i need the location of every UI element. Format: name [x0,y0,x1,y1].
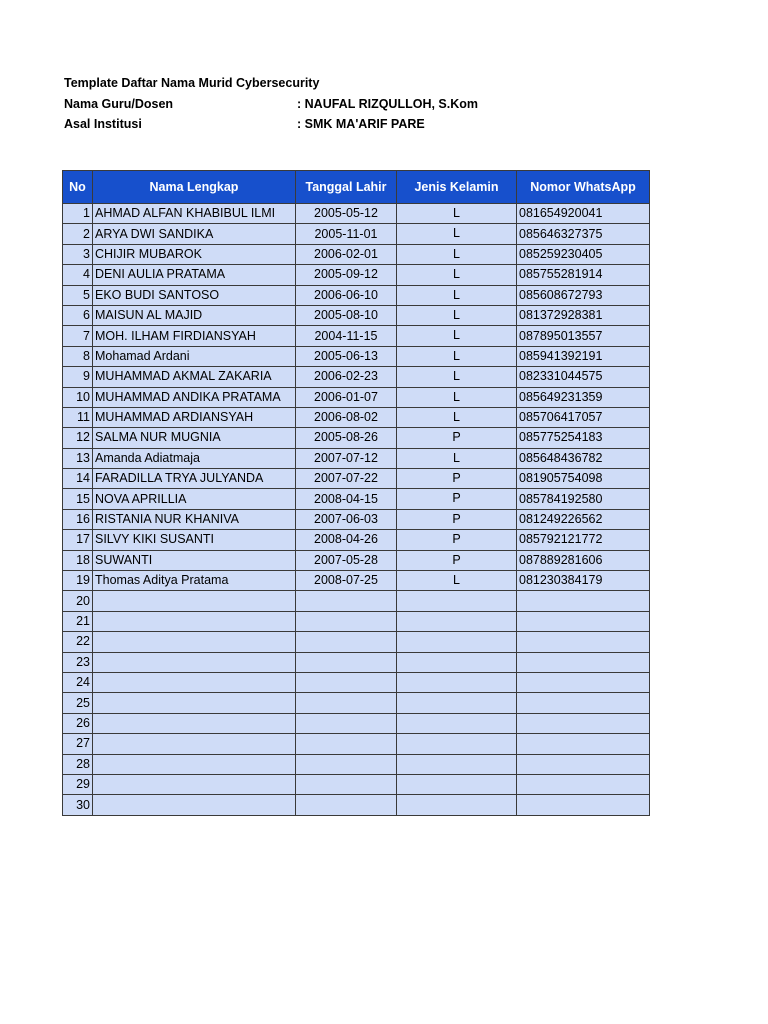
cell-gender: L [397,265,517,285]
cell-name: DENI AULIA PRATAMA [93,265,296,285]
cell-gender [397,795,517,815]
cell-name: FARADILLA TRYA JULYANDA [93,469,296,489]
cell-gender [397,693,517,713]
cell-name [93,652,296,672]
table-body [63,204,650,816]
cell-no: 27 [63,734,93,754]
column-header-phone: Nomor WhatsApp [517,171,650,204]
cell-name [93,774,296,794]
cell-name: MOH. ILHAM FIRDIANSYAH [93,326,296,346]
cell-phone: 085941392191 [517,346,650,366]
cell-name: MUHAMMAD AKMAL ZAKARIA [93,367,296,387]
cell-name: Amanda Adiatmaja [93,448,296,468]
table-row [63,204,650,224]
cell-gender [397,672,517,692]
cell-name: Mohamad Ardani [93,346,296,366]
cell-name: NOVA APRILLIA [93,489,296,509]
cell-phone [517,713,650,733]
cell-gender [397,632,517,652]
table-row [63,509,650,529]
cell-name [93,734,296,754]
cell-dob [296,672,397,692]
table-row [63,244,650,264]
table-row [63,346,650,366]
cell-gender: P [397,428,517,448]
cell-dob: 2005-06-13 [296,346,397,366]
cell-gender: L [397,387,517,407]
document-header [64,73,479,135]
cell-no: 3 [63,244,93,264]
column-header-no: No [63,171,93,204]
cell-name [93,713,296,733]
table-row [63,407,650,427]
column-header-dob: Tanggal Lahir [296,171,397,204]
table-row [63,550,650,570]
cell-phone: 082331044575 [517,367,650,387]
cell-no: 2 [63,224,93,244]
cell-no: 11 [63,407,93,427]
cell-dob [296,713,397,733]
institution-value: : SMK MA'ARIF PARE [297,117,425,131]
cell-dob [296,734,397,754]
table-row [63,428,650,448]
cell-name [93,632,296,652]
teacher-value: : NAUFAL RIZQULLOH, S.Kom [297,96,479,111]
cell-name: Thomas Aditya Pratama [93,571,296,591]
cell-no: 12 [63,428,93,448]
table-row [63,672,650,692]
cell-no: 10 [63,387,93,407]
cell-name: CHIJIR MUBAROK [93,244,296,264]
cell-gender: L [397,407,517,427]
table-row [63,387,650,407]
cell-dob: 2005-11-01 [296,224,397,244]
cell-name [93,693,296,713]
table-row [63,734,650,754]
cell-no: 22 [63,632,93,652]
table-row [63,795,650,815]
cell-gender: L [397,204,517,224]
cell-name [93,754,296,774]
cell-no: 25 [63,693,93,713]
cell-name: RISTANIA NUR KHANIVA [93,509,296,529]
cell-dob: 2005-08-26 [296,428,397,448]
cell-dob [296,754,397,774]
cell-no: 13 [63,448,93,468]
cell-dob [296,774,397,794]
table-row [63,285,650,305]
cell-gender: L [397,571,517,591]
column-header-gender: Jenis Kelamin [397,171,517,204]
table-row [63,571,650,591]
cell-gender: P [397,469,517,489]
table-row [63,591,650,611]
cell-phone: 081905754098 [517,469,650,489]
cell-no: 21 [63,611,93,631]
cell-dob: 2007-07-22 [296,469,397,489]
cell-no: 15 [63,489,93,509]
cell-no: 9 [63,367,93,387]
cell-phone [517,774,650,794]
cell-dob: 2006-01-07 [296,387,397,407]
cell-name [93,672,296,692]
institution-row [64,114,425,135]
cell-dob: 2006-02-01 [296,244,397,264]
cell-phone: 085646327375 [517,224,650,244]
cell-gender: L [397,285,517,305]
table-row [63,305,650,325]
cell-gender: P [397,509,517,529]
table-row [63,489,650,509]
cell-name: EKO BUDI SANTOSO [93,285,296,305]
cell-phone [517,693,650,713]
cell-dob: 2004-11-15 [296,326,397,346]
cell-dob: 2007-05-28 [296,550,397,570]
cell-gender [397,774,517,794]
cell-gender: P [397,550,517,570]
table-row [63,774,650,794]
cell-gender [397,754,517,774]
cell-dob: 2006-06-10 [296,285,397,305]
cell-no: 5 [63,285,93,305]
cell-name: SUWANTI [93,550,296,570]
cell-dob: 2006-08-02 [296,407,397,427]
cell-dob [296,795,397,815]
cell-no: 17 [63,530,93,550]
cell-no: 8 [63,346,93,366]
cell-gender [397,652,517,672]
cell-phone [517,591,650,611]
cell-dob: 2008-07-25 [296,571,397,591]
document-title: Template Daftar Nama Murid Cybersecurity [64,76,320,90]
table-row [63,448,650,468]
cell-gender: P [397,489,517,509]
cell-phone [517,632,650,652]
cell-phone: 081654920041 [517,204,650,224]
cell-gender [397,591,517,611]
teacher-label: Nama Guru/Dosen [64,96,174,111]
cell-name [93,591,296,611]
table-row [63,326,650,346]
cell-gender [397,734,517,754]
cell-phone [517,795,650,815]
table-row [63,469,650,489]
cell-gender: L [397,244,517,264]
cell-phone: 085649231359 [517,387,650,407]
cell-name: MAISUN AL MAJID [93,305,296,325]
cell-phone: 081249226562 [517,509,650,529]
cell-dob [296,693,397,713]
cell-no: 1 [63,204,93,224]
cell-phone: 081230384179 [517,571,650,591]
cell-dob: 2006-02-23 [296,367,397,387]
teacher-row [64,94,479,115]
table-row [63,652,650,672]
cell-gender: L [397,326,517,346]
cell-phone: 085775254183 [517,428,650,448]
cell-dob [296,591,397,611]
cell-no: 18 [63,550,93,570]
cell-name: ARYA DWI SANDIKA [93,224,296,244]
cell-gender: L [397,448,517,468]
cell-phone [517,754,650,774]
cell-dob [296,632,397,652]
cell-no: 28 [63,754,93,774]
cell-phone [517,611,650,631]
cell-name: MUHAMMAD ARDIANSYAH [93,407,296,427]
cell-phone [517,734,650,754]
table-row [63,265,650,285]
cell-name [93,795,296,815]
table-row [63,754,650,774]
cell-no: 14 [63,469,93,489]
cell-gender [397,713,517,733]
cell-phone: 085792121772 [517,530,650,550]
cell-phone: 087889281606 [517,550,650,570]
cell-dob [296,611,397,631]
cell-phone: 085755281914 [517,265,650,285]
cell-no: 23 [63,652,93,672]
cell-phone: 085259230405 [517,244,650,264]
cell-phone: 085608672793 [517,285,650,305]
table-row [63,693,650,713]
cell-dob: 2007-06-03 [296,509,397,529]
cell-dob: 2008-04-15 [296,489,397,509]
cell-phone: 085784192580 [517,489,650,509]
cell-gender: P [397,530,517,550]
table-row [63,611,650,631]
cell-no: 19 [63,571,93,591]
cell-dob: 2008-04-26 [296,530,397,550]
table-row [63,713,650,733]
cell-no: 6 [63,305,93,325]
cell-name: AHMAD ALFAN KHABIBUL ILMI [93,204,296,224]
cell-phone [517,672,650,692]
table-header-row [63,171,650,204]
cell-name [93,611,296,631]
table-row [63,530,650,550]
cell-phone: 081372928381 [517,305,650,325]
student-table [62,170,650,816]
table-row [63,632,650,652]
cell-gender: L [397,305,517,325]
cell-dob [296,652,397,672]
cell-no: 29 [63,774,93,794]
cell-no: 30 [63,795,93,815]
cell-phone: 087895013557 [517,326,650,346]
cell-name: MUHAMMAD ANDIKA PRATAMA [93,387,296,407]
cell-gender: L [397,367,517,387]
cell-no: 7 [63,326,93,346]
cell-no: 16 [63,509,93,529]
table-row [63,367,650,387]
cell-gender: L [397,224,517,244]
institution-label: Asal Institusi [64,117,142,131]
cell-dob: 2005-08-10 [296,305,397,325]
cell-phone [517,652,650,672]
cell-no: 20 [63,591,93,611]
cell-dob: 2005-05-12 [296,204,397,224]
cell-phone: 085706417057 [517,407,650,427]
cell-no: 4 [63,265,93,285]
cell-name: SALMA NUR MUGNIA [93,428,296,448]
document-title-row [64,73,319,94]
column-header-name: Nama Lengkap [93,171,296,204]
cell-name: SILVY KIKI SUSANTI [93,530,296,550]
cell-gender: L [397,346,517,366]
cell-no: 24 [63,672,93,692]
cell-dob: 2007-07-12 [296,448,397,468]
cell-dob: 2005-09-12 [296,265,397,285]
cell-phone: 085648436782 [517,448,650,468]
cell-gender [397,611,517,631]
table-row [63,224,650,244]
cell-no: 26 [63,713,93,733]
